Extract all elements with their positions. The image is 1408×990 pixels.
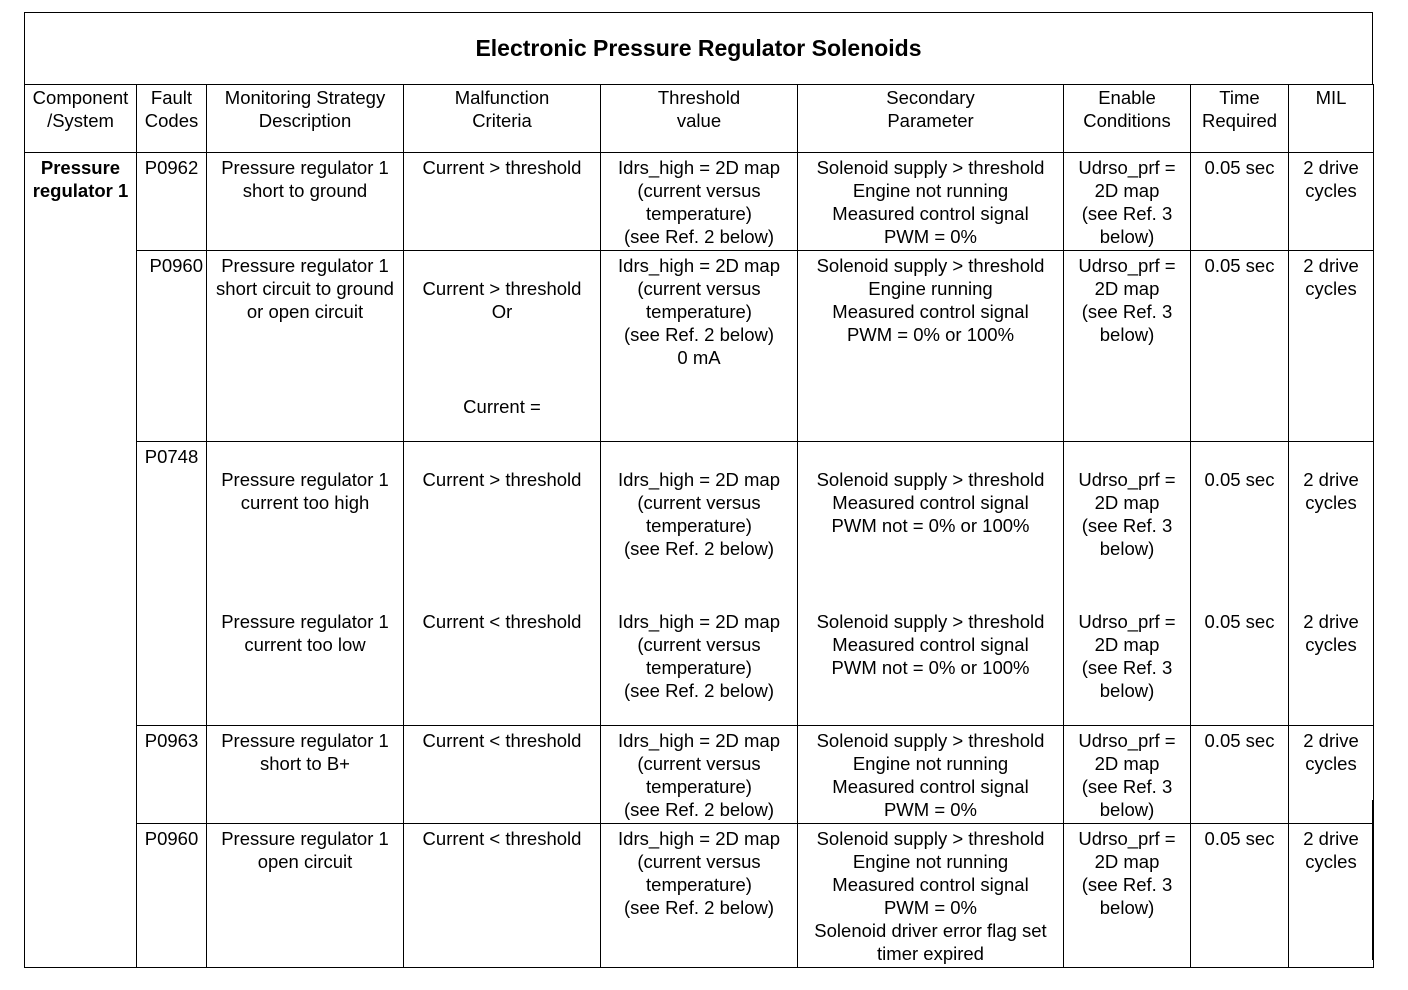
enable-cell: Udrso_prf = 2D map (see Ref. 3 below) (1064, 824, 1191, 968)
description-gap (208, 537, 402, 587)
time-cell: 0.05 sec (1191, 726, 1289, 824)
title-box (24, 12, 1373, 84)
header-component: Component /System (25, 85, 137, 153)
enable-cell: Udrso_prf = 2D map (see Ref. 3 below) (1064, 726, 1191, 824)
page-title: Electronic Pressure Regulator Solenoids (475, 35, 922, 61)
fault-code-cell: P0748 (137, 442, 207, 726)
header-malfunction-criteria: Malfunction Criteria (404, 85, 601, 153)
fault-code-cell: P0963 (137, 726, 207, 824)
threshold-text-2: Idrs_high = 2D map (current versus temperature) (see Ref. 2 below) (618, 611, 780, 701)
criteria-cell: Current < threshold (404, 726, 601, 824)
secondary-gap (799, 560, 1062, 587)
time-text: 0.05 sec (1204, 469, 1275, 490)
threshold-cell (601, 442, 798, 726)
description-cell: Pressure regulator 1 open circuit (207, 824, 404, 968)
secondary-cell (798, 442, 1064, 726)
threshold-gap (602, 583, 796, 587)
criteria-extra-text: Current = (463, 396, 541, 417)
mil-cell: 2 drive cycles (1289, 824, 1374, 968)
criteria-text: Current > threshold (422, 469, 582, 490)
secondary-cell: Solenoid supply > threshold Engine not running Measured control signal PWM = 0% (798, 153, 1064, 251)
secondary-cell: Solenoid supply > threshold Engine not running Measured control signal PWM = 0% Solenoid driver error flag set timer expired (798, 824, 1064, 968)
table-row (25, 726, 1374, 824)
mil-cell: 2 drive cycles (1289, 153, 1374, 251)
threshold-cell: Idrs_high = 2D map (current versus temperature) (see Ref. 2 below) (601, 726, 798, 824)
enable-text-2: Udrso_prf = 2D map (see Ref. 3 below) (1078, 611, 1176, 701)
time-gap (1192, 514, 1287, 587)
header-mil: MIL (1289, 85, 1374, 153)
criteria-text: Current > threshold Or (422, 278, 582, 322)
header-secondary-parameter: Secondary Parameter (798, 85, 1064, 153)
header-threshold-value: Threshold value (601, 85, 798, 153)
description-cell: Pressure regulator 1 short to ground (207, 153, 404, 251)
time-cell: 0.05 sec (1191, 251, 1289, 442)
mil-cell: 2 drive cycles (1289, 251, 1374, 442)
secondary-cell: Solenoid supply > threshold Engine not running Measured control signal PWM = 0% (798, 726, 1064, 824)
fault-code-cell: P0962 (137, 153, 207, 251)
criteria-text-2: Current < threshold (422, 611, 582, 632)
time-cell (1191, 442, 1289, 726)
component-cell: Pressure regulator 1 (25, 153, 137, 968)
mil-text-2: 2 drive cycles (1303, 611, 1359, 655)
secondary-text-2: Solenoid supply > threshold Measured control signal PWM not = 0% or 100% (816, 611, 1045, 678)
document-sheet (24, 12, 1373, 968)
secondary-cell: Solenoid supply > threshold Engine running Measured control signal PWM = 0% or 100% (798, 251, 1064, 442)
enable-gap (1065, 583, 1189, 587)
enable-text: Udrso_prf = 2D map (see Ref. 3 below) (1078, 469, 1176, 559)
header-monitoring-strategy: Monitoring Strategy Description (207, 85, 404, 153)
description-cell (207, 442, 404, 726)
threshold-cell: Idrs_high = 2D map (current versus temperature) (see Ref. 2 below) (601, 824, 798, 968)
secondary-text: Solenoid supply > threshold Measured control signal PWM not = 0% or 100% (816, 469, 1045, 536)
threshold-cell: Idrs_high = 2D map (current versus temperature) (see Ref. 2 below) 0 mA (601, 251, 798, 442)
criteria-cell (404, 251, 601, 442)
table-row (25, 251, 1374, 442)
header-enable-conditions: Enable Conditions (1064, 85, 1191, 153)
table-row (25, 824, 1374, 968)
table-row (25, 153, 1374, 251)
criteria-cell: Current > threshold (404, 153, 601, 251)
header-time-required: Time Required (1191, 85, 1289, 153)
time-text-2: 0.05 sec (1204, 611, 1275, 632)
description-cell: Pressure regulator 1 short to B+ (207, 726, 404, 824)
mil-cell: 2 drive cycles (1289, 726, 1374, 824)
monitoring-table (24, 84, 1374, 968)
criteria-gap (405, 346, 599, 372)
criteria-cell: Current < threshold (404, 824, 601, 968)
criteria-gap (405, 514, 599, 587)
header-row (25, 85, 1374, 153)
enable-cell (1064, 442, 1191, 726)
time-cell: 0.05 sec (1191, 153, 1289, 251)
table-row (25, 442, 1374, 726)
description-text: Pressure regulator 1 current too high (221, 469, 389, 513)
description-cell: Pressure regulator 1 short circuit to ground or open circuit (207, 251, 404, 442)
mil-cell (1289, 442, 1374, 726)
fault-code-cell: P0960 (137, 824, 207, 968)
description-text-2: Pressure regulator 1 current too low (221, 611, 389, 655)
fault-code-cell: P0960 (137, 251, 207, 442)
enable-cell: Udrso_prf = 2D map (see Ref. 3 below) (1064, 153, 1191, 251)
criteria-cell (404, 442, 601, 726)
mil-gap (1290, 537, 1372, 587)
threshold-cell: Idrs_high = 2D map (current versus temperature) (see Ref. 2 below) (601, 153, 798, 251)
time-cell: 0.05 sec (1191, 824, 1289, 968)
threshold-text: Idrs_high = 2D map (current versus temperature) (see Ref. 2 below) (618, 469, 780, 559)
header-fault-codes: Fault Codes (137, 85, 207, 153)
page-edge-line (1372, 800, 1373, 960)
enable-cell: Udrso_prf = 2D map (see Ref. 3 below) (1064, 251, 1191, 442)
mil-text: 2 drive cycles (1303, 469, 1359, 513)
